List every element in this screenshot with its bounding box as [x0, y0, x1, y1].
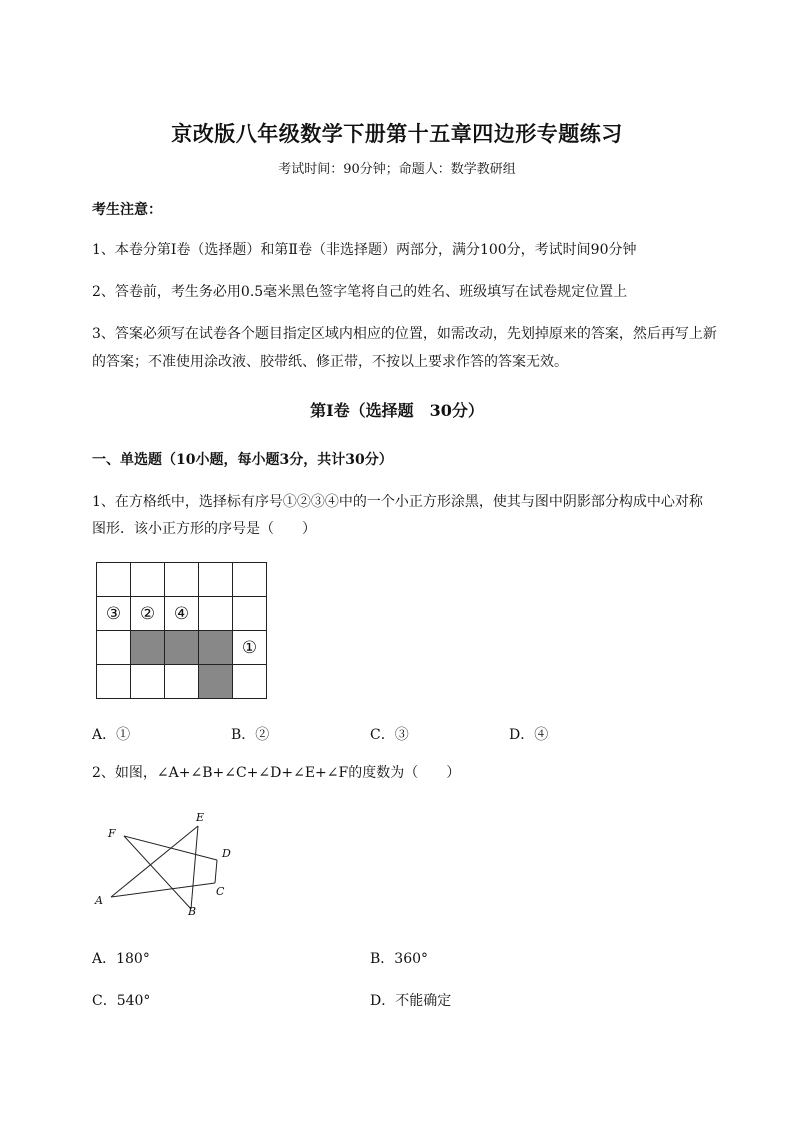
section-heading: 一、单选题（10小题，每小题3分，共计30分）: [92, 452, 393, 468]
question-1-stem: 1、在方格纸中，选择标有序号①②③④中的一个小正方形涂黑，使其与图中阴影部分构成中心对称: [92, 494, 703, 510]
notice-heading: 考生注意：: [92, 202, 162, 218]
grid-cell-shaded: [199, 665, 233, 699]
part-title: 第I卷（选择题 30分）: [310, 401, 484, 420]
segment-eb: [191, 826, 198, 909]
grid-cell: [131, 563, 165, 597]
notice-item-3-cont: 的答案；不准使用涂改液、胶带纸、修正带，不按以上要求作答的答案无效。: [92, 354, 568, 370]
label-d: D: [222, 847, 231, 860]
question-2-option-b[interactable]: B．360°: [370, 951, 429, 967]
star-figure: [88, 808, 248, 923]
grid-cell: ③: [97, 597, 131, 631]
grid-cell: [199, 563, 233, 597]
grid-cell-shaded: [131, 631, 165, 665]
grid-cell: [165, 665, 199, 699]
notice-item-3: 3、答案必须写在试卷各个题目指定区域内相应的位置，如需改动，先划掉原来的答案，然后再写上新: [92, 326, 717, 342]
segment-fd: [124, 836, 217, 860]
grid-cell: [131, 665, 165, 699]
grid-cell: [233, 597, 267, 631]
question-1-option-b[interactable]: B．②: [231, 727, 270, 743]
question-2-option-a[interactable]: A．180°: [92, 951, 150, 967]
grid-cell: [165, 563, 199, 597]
grid-cell: ④: [165, 597, 199, 631]
question-1-stem-cont: 图形．该小正方形的序号是（ ）: [92, 521, 316, 537]
grid-row: [97, 631, 267, 665]
question-1-option-a[interactable]: A．①: [92, 727, 131, 743]
grid-cell: [233, 563, 267, 597]
grid-cell: [97, 563, 131, 597]
label-c: C: [216, 885, 225, 898]
label-a: A: [95, 894, 103, 907]
question-2-stem: 2、如图，∠A+∠B+∠C+∠D+∠E+∠F的度数为（ ）: [92, 765, 461, 781]
segment-dc: [215, 860, 217, 883]
question-2-option-d[interactable]: D．不能确定: [370, 993, 452, 1009]
segment-ac: [111, 883, 215, 897]
grid-cell: ①: [233, 631, 267, 665]
notice-item-1: 1、本卷分第I卷（选择题）和第Ⅱ卷（非选择题）两部分，满分100分，考试时间90分钟: [92, 242, 637, 258]
notice-item-2: 2、答卷前，考生务必用0.5毫米黑色签字笔将自己的姓名、班级填写在试卷规定位置上: [92, 284, 628, 300]
label-b: B: [188, 905, 197, 918]
label-e: E: [196, 811, 205, 824]
grid-cell: [97, 665, 131, 699]
segment-fb: [124, 836, 191, 909]
label-f: F: [108, 827, 116, 840]
exam-info: 考试时间：90分钟；命题人：数学教研组: [278, 162, 516, 177]
question-1-option-c[interactable]: C．③: [370, 727, 409, 743]
question-1-option-d[interactable]: D．④: [509, 727, 549, 743]
grid-cell-shaded: [199, 631, 233, 665]
grid-cell-shaded: [165, 631, 199, 665]
grid-cell: [97, 631, 131, 665]
page-title: 京改版八年级数学下册第十五章四边形专题练习: [171, 121, 623, 146]
grid-cell: [233, 665, 267, 699]
grid-row: [97, 597, 267, 631]
grid-cell: ②: [131, 597, 165, 631]
square-grid-figure: [96, 562, 267, 699]
grid-row: [97, 563, 267, 597]
question-2-option-c[interactable]: C．540°: [92, 993, 151, 1009]
grid-row: [97, 665, 267, 699]
grid-cell: [199, 597, 233, 631]
